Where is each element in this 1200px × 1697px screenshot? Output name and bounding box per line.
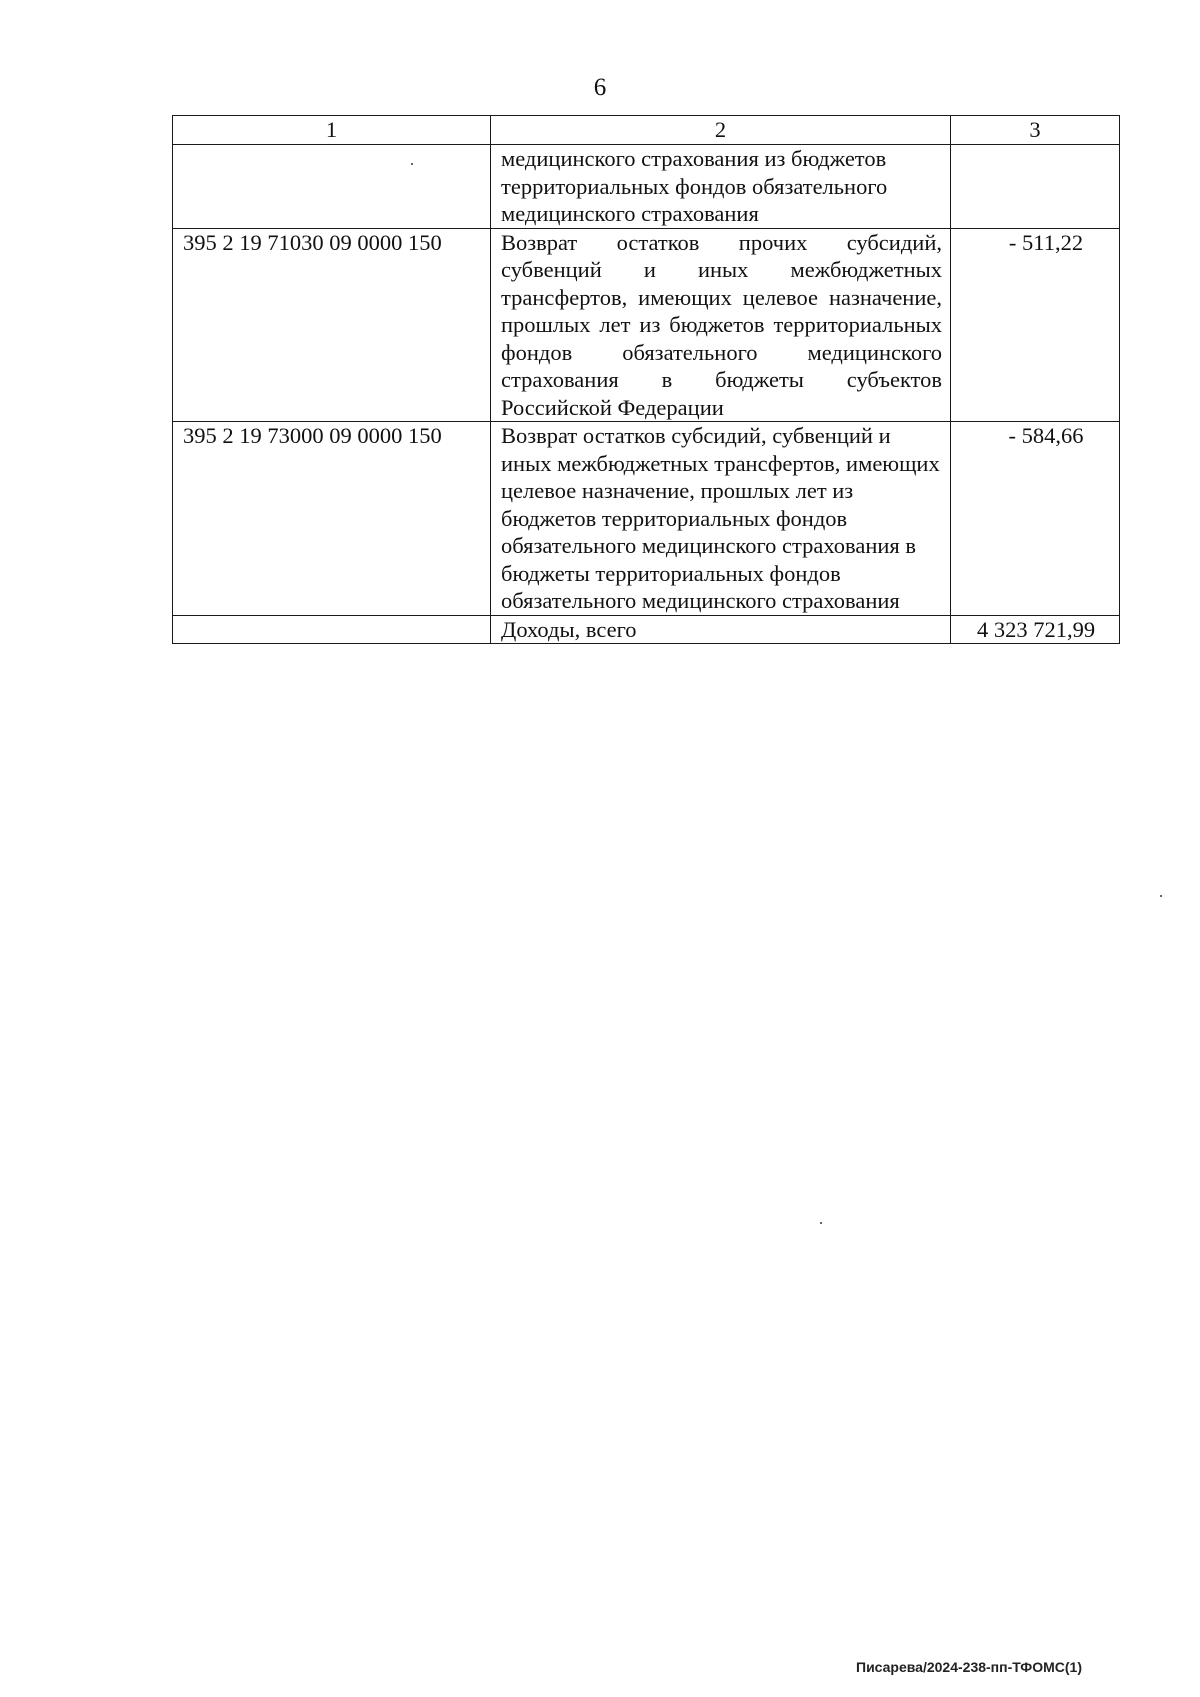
row-code: 395 2 19 73000 09 0000 150 [173,422,491,616]
row-code [173,145,491,229]
total-label: Доходы, всего [491,615,951,644]
row-name: Возврат остатков субсидий, субвенций и иных межбюджетных трансфертов, имеющих целевое назначение, прошлых лет из бюджетов территориальных фондов обязательного медицинского страхования в бюджеты территориальных фондов обязательного медицинского страхования [491,422,951,616]
row-name: Возврат остатков прочих субсидий, субвенций и иных межбюджетных трансфертов, имеющих целевое назначение, прошлых лет из бюджетов территориальных фондов обязательного медицинского страхования в бюджеты субъектов Российской Федерации [491,228,951,422]
row-amount: - 511,22 [951,228,1120,422]
page-number: 6 [593,74,607,101]
column-header-code: 1 [173,116,491,145]
income-table [172,115,1120,644]
row-name: медицинского страхования из бюджетов территориальных фондов обязательного медицинского страхования [491,145,951,229]
total-row [173,615,1120,644]
row-code: 395 2 19 71030 09 0000 150 [173,228,491,422]
row-amount: - 584,66 [951,422,1120,616]
scan-speck [820,1222,822,1224]
row-amount [951,145,1120,229]
total-code-cell [173,615,491,644]
table-header-row [173,116,1120,145]
scan-speck [1160,895,1162,897]
table-row [173,145,1120,229]
column-header-name: 2 [491,116,951,145]
table-row [173,422,1120,616]
table-row [173,228,1120,422]
document-reference: Писарева/2024-238-пп-ТФОМС(1) [856,1659,1082,1675]
total-amount: 4 323 721,99 [951,615,1120,644]
column-header-amount: 3 [951,116,1120,145]
scan-speck [411,163,413,165]
